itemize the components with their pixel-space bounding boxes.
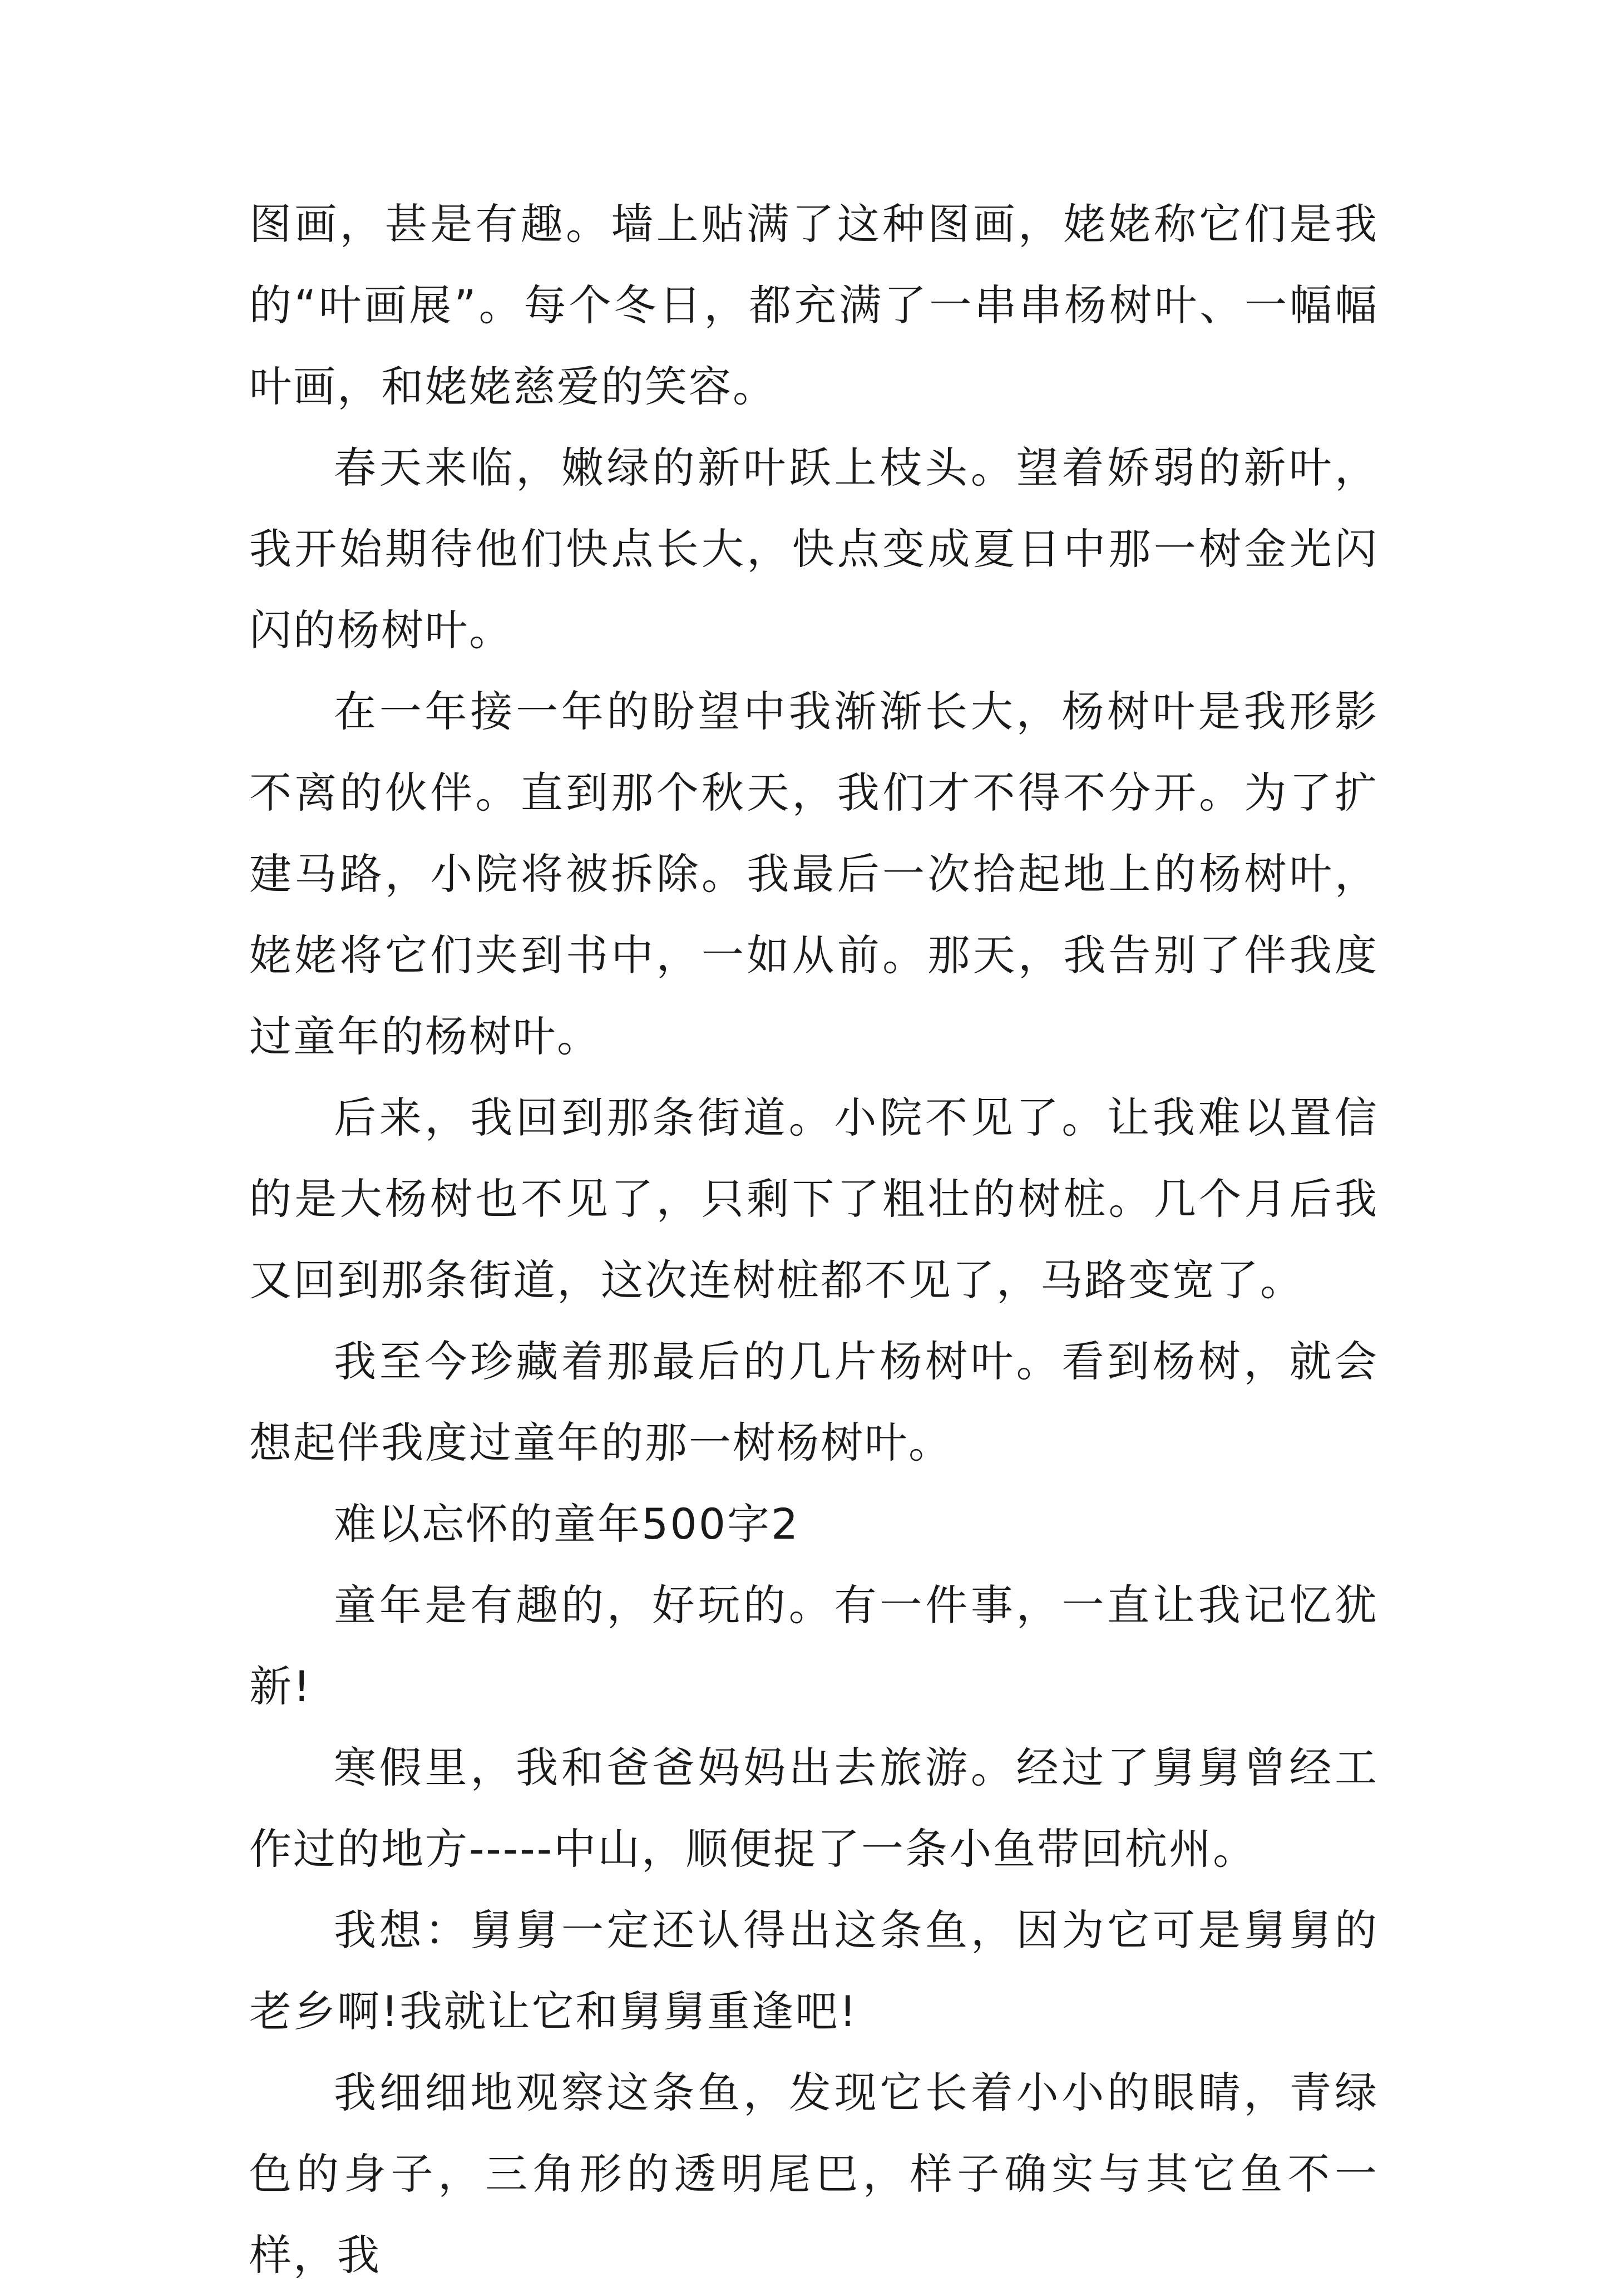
paragraph-spring: 春天来临，嫩绿的新叶跃上枝头。望着娇弱的新叶，我开始期待他们快点长大，快点变成夏日中那一树金光闪闪的杨树叶。 (249, 443, 1379, 655)
paragraph-uncle-fish: 我想：舅舅一定还认得出这条鱼，因为它可是舅舅的老乡啊!我就让它和舅舅重逢吧! (249, 1905, 1379, 2036)
document-body (249, 184, 1379, 2296)
paragraph-growing-up: 在一年接一年的盼望中我渐渐长大，杨树叶是我形影不离的伙伴。直到那个秋天，我们才不得不分开。为了扩建马路，小院将被拆除。我最后一次拾起地上的杨树叶，姥姥将它们夹到书中，一如从前。那天，我告别了伴我度过童年的杨树叶。 (249, 687, 1379, 1061)
paragraph-childhood-fun: 童年是有趣的，好玩的。有一件事，一直让我记忆犹新! (249, 1580, 1379, 1711)
paragraph-observe-fish: 我细细地观察这条鱼，发现它长着小小的眼睛，青绿色的身子，三角形的透明尾巴，样子确实与其它鱼不一样，我 (249, 2068, 1379, 2280)
paragraph-keepsake: 我至今珍藏着那最后的几片杨树叶。看到杨树，就会想起伴我度过童年的那一树杨树叶。 (249, 1337, 1379, 1467)
paragraph-winter-trip: 寒假里，我和爸爸妈妈出去旅游。经过了舅舅曾经工作过的地方-----中山，顺便捉了一条小鱼带回杭州。 (249, 1743, 1379, 1874)
section-heading: 难以忘怀的童年500字2 (334, 1499, 800, 1549)
paragraph-leaf-paintings: 图画，甚是有趣。墙上贴满了这种图画，姥姥称它们是我的“叶画展”。每个冬日，都充满了一串串杨树叶、一幅幅叶画，和姥姥慈爱的笑容。 (249, 199, 1379, 411)
paragraph-return: 后来，我回到那条街道。小院不见了。让我难以置信的是大杨树也不见了，只剩下了粗壮的树桩。几个月后我又回到那条街道，这次连树桩都不见了，马路变宽了。 (249, 1093, 1379, 1305)
